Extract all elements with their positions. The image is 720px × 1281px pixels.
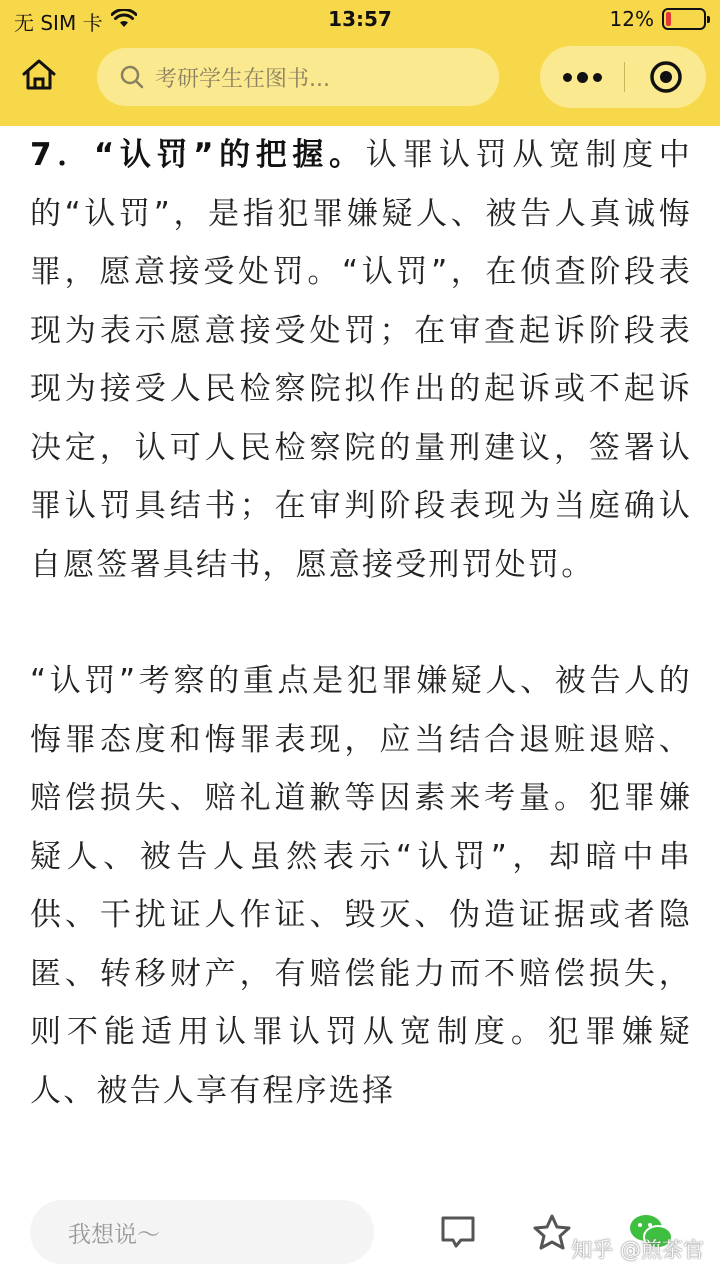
paragraph: “认罚”考察的重点是犯罪嫌疑人、被告人的悔罪态度和悔罪表现，应当结合退赃退赔、赔偿损失、赔礼道歉等因素来考量。犯罪嫌疑人、被告人虽然表示“认罚”，却暗中串供、干扰证人作证、毁灭、伪造证据或者隐匿、转移财产，有赔偿能力而不赔偿损失，则不能适用认罪认罚从宽制度。犯罪嫌疑人、被告人享有程序选择 [30, 663, 692, 1109]
more-dot-icon [563, 73, 572, 82]
comment-input[interactable]: 我想说～ [30, 1200, 374, 1264]
close-target-icon [649, 60, 683, 94]
more-dot-icon [577, 72, 588, 83]
search-icon [119, 64, 145, 90]
home-button[interactable] [16, 52, 62, 98]
star-icon [532, 1213, 572, 1251]
section-heading: 7．“认罚”的把握。 [30, 137, 366, 173]
clock: 13:57 [328, 7, 392, 31]
comment-icon [439, 1214, 477, 1250]
home-icon [20, 57, 58, 93]
carrier-text: 无 SIM 卡 [14, 11, 103, 35]
article-content [30, 126, 692, 1120]
battery-icon [662, 8, 706, 30]
favorite-button[interactable] [532, 1212, 572, 1252]
comment-button[interactable] [438, 1212, 478, 1252]
watermark: 知乎 @煎茶官 [571, 1238, 704, 1262]
paragraph-text: 认罪认罚从宽制度中的“认罚”，是指犯罪嫌疑人、被告人真诚悔罪，愿意接受处罚。“认罚”，在侦查阶段表现为表示愿意接受处罚；在审查起诉阶段表现为接受人民检察院拟作出的起诉或不起诉决定，认可人民检察院的量刑建议，签署认罪认罚具结书；在审判阶段表现为当庭确认自愿签署具结书，愿意接受刑罚处罚。 [30, 137, 692, 583]
more-button[interactable] [540, 46, 624, 108]
close-button[interactable] [625, 46, 706, 108]
search-placeholder: 考研学生在图书... [155, 66, 330, 92]
battery-percent: 12% [609, 7, 654, 31]
search-bar[interactable] [97, 48, 499, 106]
paragraph [30, 126, 692, 594]
mini-program-capsule [540, 46, 706, 108]
more-dot-icon [593, 73, 602, 82]
app-header [0, 0, 720, 126]
bottom-bar [0, 1190, 720, 1281]
status-bar [0, 0, 720, 40]
